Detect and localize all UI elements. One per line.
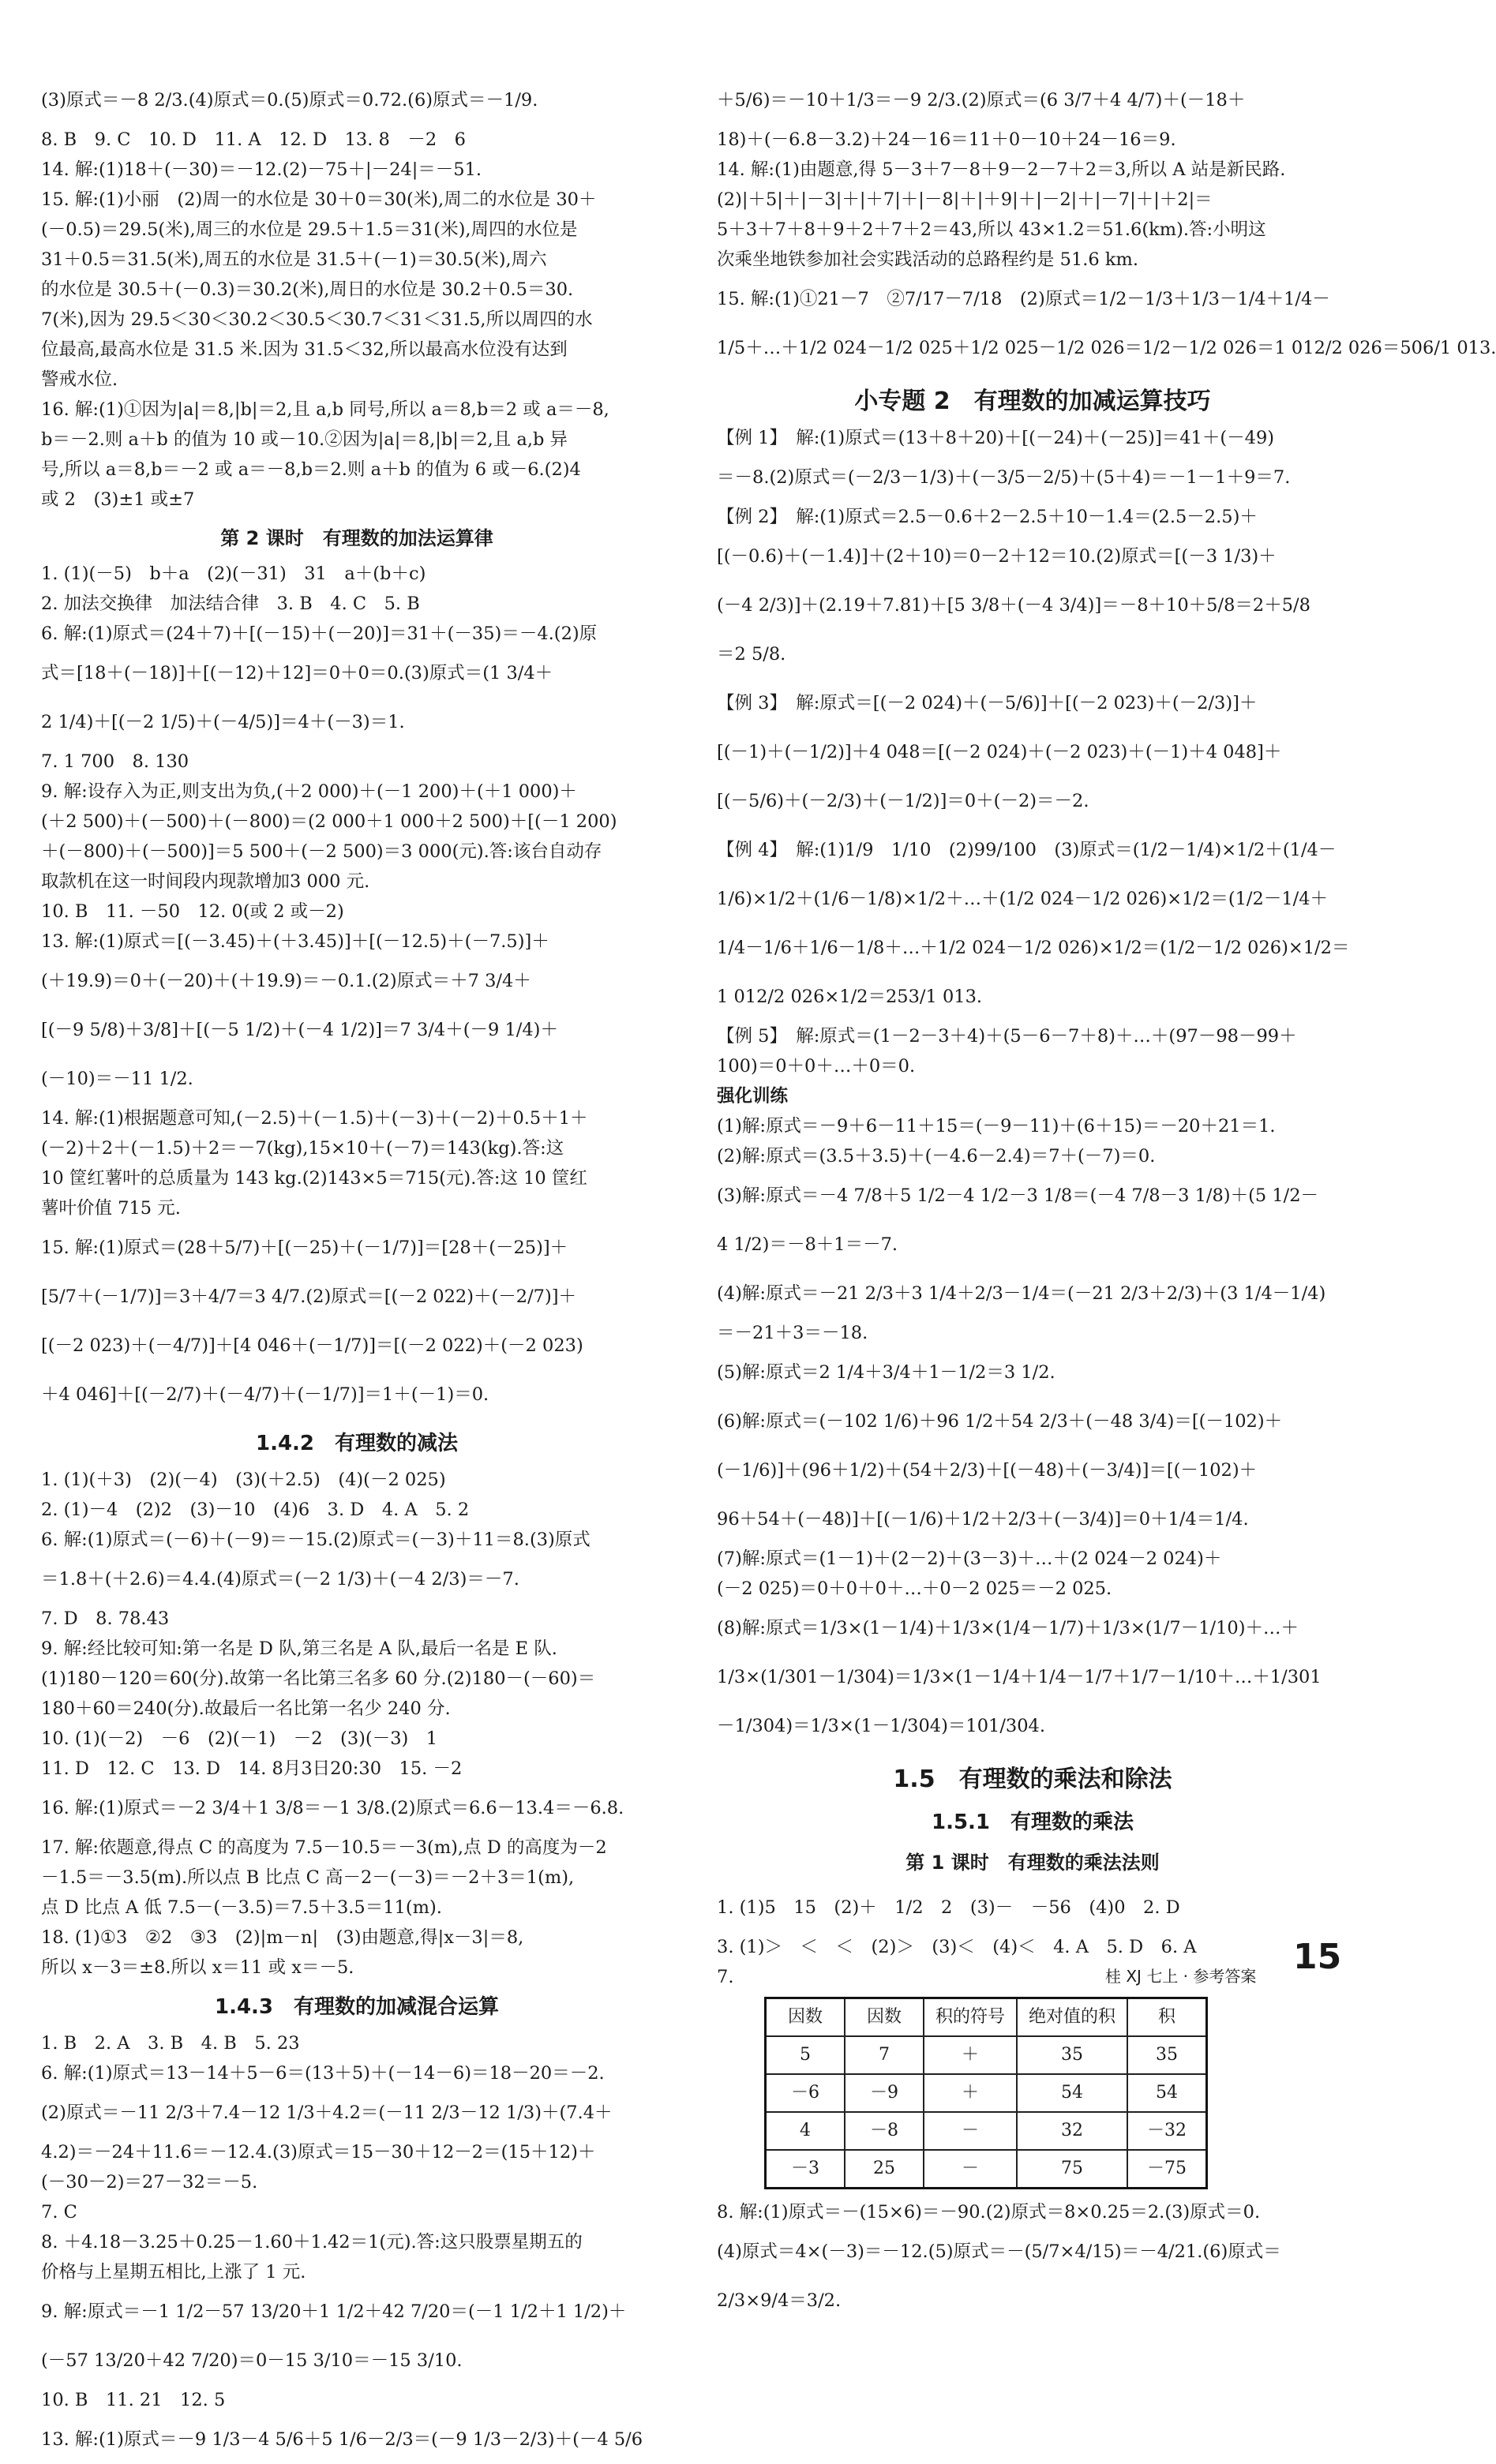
table-cell: 4 (766, 2112, 845, 2150)
answer-table-header-row (766, 1998, 1207, 2037)
answer-line: 或 2 (3)±1 或±7 (41, 489, 195, 510)
answer-line: [(－1)＋(－1/2)]＋4 048＝[(－2 024)＋(－2 023)＋(－1)＋4 048]＋ (717, 742, 1282, 762)
answer-table-header: 因数 (845, 1998, 924, 2037)
answer-line: 7. D 8. 78.43 (41, 1608, 170, 1629)
answer-line: 96＋54＋(－48)]＋[(－1/6)＋1/2＋2/3＋(－3/4)]＝0＋1/4＝1/4. (717, 1509, 1249, 1530)
answer-table-header: 绝对值的积 (1017, 1998, 1127, 2037)
answer-line: (3)原式＝－8 2/3.(4)原式＝0.(5)原式＝0.72.(6)原式＝－1/9. (41, 90, 538, 110)
answer-line: 16. 解:(1)原式＝－2 3/4＋1 3/8＝－1 3/8.(2)原式＝6.6－13.4＝－6.8. (41, 1798, 624, 1818)
answer-line: (7)解:原式＝(1－1)＋(2－2)＋(3－3)＋…＋(2 024－2 024)＋ (717, 1548, 1222, 1569)
answer-line: 10. B 11. 21 12. 5 (41, 2390, 226, 2410)
answer-line: 【例 1】 解:(1)原式＝(13＋8＋20)＋[(－24)＋(－25)]＝41＋(－49) (717, 428, 1275, 448)
answer-line: 7. C (41, 2202, 77, 2222)
answer-line: (－10)＝－11 1/2. (41, 1069, 193, 1089)
table-row (766, 2150, 1207, 2189)
table-cell: 54 (1017, 2074, 1127, 2112)
answer-line: 13. 解:(1)原式＝[(－3.45)＋(＋3.45)]＋[(－12.5)＋(－7.5)]＋ (41, 931, 549, 952)
table-cell: 75 (1017, 2150, 1127, 2189)
answer-line: 15. 解:(1)原式＝(28＋5/7)＋[(－25)＋(－1/7)]＝[28＋(－25)]＋ (41, 1238, 568, 1258)
answer-line: 3. (1)＞ ＜ ＜ (2)＞ (3)＜ (4)＜ 4. A 5. D 6. A (717, 1937, 1197, 1957)
answer-line: 2. 加法交换律 加法结合律 3. B 4. C 5. B (41, 594, 420, 614)
answer-line: 4 1/2)＝－8＋1＝－7. (717, 1234, 898, 1255)
answer-line: 31＋0.5＝31.5(米),周五的水位是 31.5＋(－1)＝30.5(米),周六 (41, 249, 547, 270)
answer-line: 6. 解:(1)原式＝(24＋7)＋[(－15)＋(－20)]＝31＋(－35)＝－4.(2)原 (41, 623, 598, 644)
answer-line: 次乘坐地铁参加社会实践活动的总路程约是 51.6 km. (717, 249, 1139, 270)
table-cell: －75 (1127, 2150, 1207, 2189)
answer-line: 位最高,最高水位是 31.5 米.因为 31.5＜32,所以最高水位没有达到 (41, 339, 568, 360)
answer-line: 14. 解:(1)18＋(－30)＝－12.(2)－75＋|－24|＝－51. (41, 159, 482, 180)
section-heading: 第 2 课时 有理数的加法运算律 (220, 527, 493, 549)
answer-line: 2/3×9/4＝3/2. (717, 2290, 842, 2311)
table-cell: 32 (1017, 2112, 1127, 2150)
answer-line: (1)解:原式＝－9＋6－11＋15＝(－9－11)＋(6＋15)＝－20＋21＝1. (717, 1116, 1276, 1137)
answer-line: 6. 解:(1)原式＝13－14＋5－6＝(13＋5)＋(－14－6)＝18－20＝－2. (41, 2063, 605, 2084)
answer-line: (－30－2)＝27－32＝－5. (41, 2172, 258, 2193)
answer-line: 【例 2】 解:(1)原式＝2.5－0.6＋2－2.5＋10－1.4＝(2.5－2.5)＋ (717, 507, 1258, 527)
answer-line: 取款机在这一时间段内现款增加3 000 元. (41, 871, 370, 892)
answer-table-header: 积的符号 (924, 1998, 1017, 2037)
table-cell: 5 (766, 2036, 845, 2074)
answer-line: [(－5/6)＋(－2/3)＋(－1/2)]＝0＋(－2)＝－2. (717, 791, 1089, 811)
answer-line: 15. 解:(1)小丽 (2)周一的水位是 30＋0＝30(米),周二的水位是 30＋ (41, 189, 597, 210)
answer-line: 18. (1)①3 ②2 ③3 (2)|m－n| (3)由题意,得|x－3|＝8, (41, 1927, 524, 1948)
table-cell: －8 (845, 2112, 924, 2150)
answer-line: 180＋60＝240(分).故最后一名比第一名少 240 分. (41, 1698, 451, 1719)
section-heading: 1.4.2 有理数的减法 (255, 1432, 459, 1455)
section-heading: 1.5.1 有理数的乘法 (931, 1811, 1134, 1834)
section-heading: 1.5 有理数的乘法和除法 (893, 1766, 1172, 1793)
answer-line: (－57 13/20＋42 7/20)＝0－15 3/10＝－15 3/10. (41, 2350, 463, 2371)
table-cell: 25 (845, 2150, 924, 2189)
answer-line: ＋4 046]＋[(－2/7)＋(－4/7)＋(－1/7)]＝1＋(－1)＝0. (41, 1384, 489, 1405)
answer-line: 14. 解:(1)根据题意可知,(－2.5)＋(－1.5)＋(－3)＋(－2)＋0.5＋1＋ (41, 1108, 588, 1129)
subsection-heading: 强化训练 (717, 1086, 789, 1107)
table-cell: －32 (1127, 2112, 1207, 2150)
answer-line: (4)解:原式＝－21 2/3＋3 1/4＋2/3－1/4＝(－21 2/3＋2/3)＋(3 1/4－1/4) (717, 1283, 1326, 1304)
table-row (766, 2112, 1207, 2150)
answer-line: 6. 解:(1)原式＝(－6)＋(－9)＝－15.(2)原式＝(－3)＋11＝8.(3)原式 (41, 1530, 591, 1550)
answer-table-q7 (764, 1997, 1208, 2189)
table-cell: 54 (1127, 2074, 1207, 2112)
section-heading: 1.4.3 有理数的加减混合运算 (214, 1995, 500, 2019)
left-column (41, 76, 673, 2450)
answer-table-header: 积 (1127, 1998, 1207, 2037)
answer-line: 16. 解:(1)①因为|a|＝8,|b|＝2,且 a,b 同号,所以 a＝8,b＝2 或 a＝－8, (41, 399, 609, 420)
answer-line: ＋5/6)＝－10＋1/3＝－9 2/3.(2)原式＝(6 3/7＋4 4/7)＋(－18＋ (717, 90, 1246, 110)
answer-line: 价格与上星期五相比,上涨了 1 元. (41, 2262, 306, 2282)
answer-line: －1.5＝－3.5(m).所以点 B 比点 C 高－2－(－3)＝－2＋3＝1(m), (41, 1867, 575, 1888)
answer-line: 8. 解:(1)原式＝－(15×6)＝－90.(2)原式＝8×0.25＝2.(3)原式＝0. (717, 2202, 1261, 2222)
answer-line: 10. (1)(－2) －6 (2)(－1) －2 (3)(－3) 1 (41, 1728, 438, 1749)
table-cell: － (924, 2150, 1017, 2189)
table-cell: 35 (1017, 2036, 1127, 2074)
answer-line: 1/3×(1/301－1/304)＝1/3×(1－1/4＋1/4－1/7＋1/7－1/10＋…＋1/301 (717, 1667, 1322, 1687)
answer-line: 号,所以 a＝8,b＝－2 或 a＝－8,b＝2.则 a＋b 的值为 6 或－6.(2)4 (41, 459, 581, 480)
answer-line: 7. 1 700 8. 130 (41, 751, 189, 772)
answer-line: ＋(－800)＋(－500)]＝5 500＋(－2 500)＝3 000(元).答:该台自动存 (41, 841, 602, 862)
answer-line: 所以 x－3＝±8.所以 x＝11 或 x＝－5. (41, 1957, 354, 1978)
answer-line: 1/6)×1/2＋(1/6－1/8)×1/2＋…＋(1/2 024－1/2 026)×1/2＝(1/2－1/4＋ (717, 889, 1329, 909)
answer-line: (4)原式＝4×(－3)＝－12.(5)原式＝－(5/7×4/15)＝－4/21.(6)原式＝ (717, 2241, 1281, 2262)
answer-line: ＝－8.(2)原式＝(－2/3－1/3)＋(－3/5－2/5)＋(5＋4)＝－1－1＋9＝7. (717, 467, 1291, 488)
answer-line: 1. (1)(＋3) (2)(－4) (3)(＋2.5) (4)(－2 025) (41, 1470, 446, 1490)
table-row (766, 2074, 1207, 2112)
section-heading: 第 1 课时 有理数的乘法法则 (905, 1852, 1160, 1874)
answer-line: 13. 解:(1)原式＝－9 1/3－4 5/6＋5 1/6－2/3＝(－9 1/3－2/3)＋(－4 5/6 (41, 2429, 643, 2450)
answer-line: ＝－21＋3＝－18. (717, 1323, 868, 1343)
table-cell: －6 (766, 2074, 845, 2112)
answer-line: (－2)＋2＋(－1.5)＋2＝－7(kg),15×10＋(－7)＝143(kg).答:这 (41, 1138, 564, 1159)
table-row (766, 2036, 1207, 2074)
answer-line: ＝2 5/8. (717, 644, 786, 665)
table-cell: ＋ (924, 2036, 1017, 2074)
answer-line: 【例 5】 解:原式＝(1－2－3＋4)＋(5－6－7＋8)＋…＋(97－98－99＋ (717, 1026, 1297, 1047)
answer-line: (－4 2/3)]＋(2.19＋7.81)＋[5 3/8＋(－4 3/4)]＝－8＋10＋5/8＝2＋5/8 (717, 595, 1310, 616)
answer-line: 薯叶价值 715 元. (41, 1198, 181, 1219)
answer-line: 警戒水位. (41, 369, 118, 390)
answer-line: (－0.5)＝29.5(米),周三的水位是 29.5＋1.5＝31(米),周四的水位是 (41, 219, 578, 240)
answer-line: 15. 解:(1)①21－7 ②7/17－7/18 (2)原式＝1/2－1/3＋1/3－1/4＋1/4－ (717, 289, 1330, 309)
answer-line: 5＋3＋7＋8＋9＋2＋7＋2＝43,所以 43×1.2＝51.6(km).答:小明这 (717, 219, 1266, 240)
answer-line: 9. 解:经比较可知:第一名是 D 队,第三名是 A 队,最后一名是 E 队. (41, 1638, 557, 1659)
footer-label: 桂 XJ 七上 · 参考答案 (1105, 1967, 1257, 1986)
answer-line: 1/4－1/6＋1/6－1/8＋…＋1/2 024－1/2 026)×1/2＝(1/2－1/2 026)×1/2＝ (717, 938, 1350, 958)
answer-line: 1 012/2 026×1/2＝253/1 013. (717, 987, 983, 1007)
answer-line: (1)180－120＝60(分).故第一名比第三名多 60 分.(2)180－(－60)＝ (41, 1668, 596, 1689)
answer-line: (6)解:原式＝(－102 1/6)＋96 1/2＋54 2/3＋(－48 3/4)＝[(－102)＋ (717, 1411, 1283, 1432)
right-column-lines (717, 76, 1496, 1992)
answer-line: 【例 3】 解:原式＝[(－2 024)＋(－5/6)]＋[(－2 023)＋(－2/3)]＋ (717, 693, 1258, 713)
answer-line: 【例 4】 解:(1)1/9 1/10 (2)99/100 (3)原式＝(1/2－1/4)×1/2＋(1/4－ (717, 840, 1337, 860)
table-cell: ＋ (924, 2074, 1017, 2112)
answer-line: [5/7＋(－1/7)]＝3＋4/7＝3 4/7.(2)原式＝[(－2 022)＋(－2/7)]＋ (41, 1286, 577, 1307)
answer-line: 10. B 11. －50 12. 0(或 2 或－2) (41, 901, 344, 922)
answer-line: －1/304)＝1/3×(1－1/304)＝101/304. (717, 1716, 1046, 1736)
answer-line: 8. B 9. C 10. D 11. A 12. D 13. 8 －2 6 (41, 129, 467, 150)
answer-line: 7(米),因为 29.5＜30＜30.2＜30.5＜30.7＜31＜31.5,所以周四的水 (41, 309, 593, 330)
answer-line: (－2 025)＝0＋0＋0＋…＋0－2 025＝－2 025. (717, 1578, 1112, 1599)
answer-line: (＋19.9)＝0＋(－20)＋(＋19.9)＝－0.1.(2)原式＝＋7 3/4＋ (41, 971, 531, 991)
answer-line: 14. 解:(1)由题意,得 5－3＋7－8＋9－2－7＋2＝3,所以 A 站是新民路. (717, 159, 1286, 180)
table-cell: － (924, 2112, 1017, 2150)
answer-line: 11. D 12. C 13. D 14. 8月3日20:30 15. －2 (41, 1758, 463, 1779)
answer-line: (－1/6)]＋(96＋1/2)＋(54＋2/3)＋[(－48)＋(－3/4)]＝[(－102)＋ (717, 1460, 1258, 1481)
answer-line: (5)解:原式＝2 1/4＋3/4＋1－1/2＝3 1/2. (717, 1362, 1055, 1383)
answer-line: 1. (1)5 15 (2)＋ 1/2 2 (3)－ －56 (4)0 2. D (717, 1897, 1180, 1918)
answer-line: 100)＝0＋0＋…＋0＝0. (717, 1056, 916, 1077)
answer-line: 1/5＋…＋1/2 024－1/2 025＋1/2 025－1/2 026＝1/2－1/2 026＝1 012/2 026＝506/1 013. (717, 338, 1496, 358)
answer-line: 18)＋(－6.8－3.2)＋24－16＝11＋0－10＋24－16＝9. (717, 129, 1176, 150)
answer-line: 9. 解:设存入为正,则支出为负,(＋2 000)＋(－1 200)＋(＋1 000)＋ (41, 781, 577, 802)
answer-line: 点 D 比点 A 低 7.5－(－3.5)＝7.5＋3.5＝11(m). (41, 1897, 442, 1918)
answer-line: 4.2)＝－24＋11.6＝－12.4.(3)原式＝15－30＋12－2＝(15＋12)＋ (41, 2142, 596, 2163)
answer-line: 1. B 2. A 3. B 4. B 5. 23 (41, 2033, 300, 2054)
table-cell: －3 (766, 2150, 845, 2189)
answer-line: 式＝[18＋(－18)]＋[(－12)＋12]＝0＋0＝0.(3)原式＝(1 3/4＋ (41, 663, 553, 683)
answer-line: [(－0.6)＋(－1.4)]＋(2＋10)＝0－2＋12＝10.(2)原式＝[(－3 1/3)＋ (717, 546, 1277, 567)
answer-line: 的水位是 30.5＋(－0.3)＝30.2(米),周日的水位是 30.2＋0.5＝30. (41, 279, 574, 300)
table-cell: －9 (845, 2074, 924, 2112)
answer-line: [(－2 023)＋(－4/7)]＋[4 046＋(－1/7)]＝[(－2 022)＋(－2 023) (41, 1335, 583, 1356)
answer-line: (＋2 500)＋(－500)＋(－800)＝(2 000＋1 000＋2 500)＋[(－1 200) (41, 811, 617, 832)
answer-line: b＝－2.则 a＋b 的值为 10 或－10.②因为|a|＝8,|b|＝2,且 a,b 异 (41, 429, 568, 450)
section-heading: 小专题 2 有理数的加减运算技巧 (854, 388, 1211, 415)
answer-table-header: 因数 (766, 1998, 845, 2037)
answer-line: 10 筐红薯叶的总质量为 143 kg.(2)143×5＝715(元).答:这 10 筐红 (41, 1168, 587, 1189)
page-number: 15 (1293, 1937, 1342, 1977)
answer-line: ＝1.8＋(＋2.6)＝4.4.(4)原式＝(－2 1/3)＋(－4 2/3)＝－7. (41, 1569, 519, 1590)
answer-line: (2)解:原式＝(3.5＋3.5)＋(－4.6－2.4)＝7＋(－7)＝0. (717, 1146, 1156, 1166)
table-cell: 7 (845, 2036, 924, 2074)
answer-line: (2)|＋5|＋|－3|＋|＋7|＋|－8|＋|＋9|＋|－2|＋|－7|＋|＋2|＝ (717, 189, 1213, 210)
answer-line: 2. (1)－4 (2)2 (3)－10 (4)6 3. D 4. A 5. 2 (41, 1500, 470, 1520)
answer-line: 2 1/4)＋[(－2 1/5)＋(－4/5)]＝4＋(－3)＝1. (41, 712, 405, 732)
answer-line: 1. (1)(－5) b＋a (2)(－31) 31 a＋(b＋c) (41, 564, 426, 584)
table-cell: 35 (1127, 2036, 1207, 2074)
answer-line: (3)解:原式＝－4 7/8＋5 1/2－4 1/2－3 1/8＝(－4 7/8－3 1/8)＋(5 1/2－ (717, 1185, 1319, 1206)
answer-line: 7. (717, 1967, 734, 1987)
answer-line: (8)解:原式＝1/3×(1－1/4)＋1/3×(1/4－1/7)＋1/3×(1/7－1/10)＋…＋ (717, 1618, 1299, 1638)
answer-line: (2)原式＝－11 2/3＋7.4－12 1/3＋4.2＝(－11 2/3－12 1/3)＋(7.4＋ (41, 2103, 613, 2123)
answer-line: 9. 解:原式＝－1 1/2－57 13/20＋1 1/2＋42 7/20＝(－1 1/2＋1 1/2)＋ (41, 2301, 627, 2322)
right-column-after-table (717, 2197, 1348, 2325)
answer-line: [(－9 5/8)＋3/8]＋[(－5 1/2)＋(－4 1/2)]＝7 3/4＋(－9 1/4)＋ (41, 1020, 558, 1040)
answer-line: 8. ＋4.18－3.25＋0.25－1.60＋1.42＝1(元).答:这只股票星期五的 (41, 2232, 583, 2252)
answer-line: 17. 解:依题意,得点 C 的高度为 7.5－10.5＝－3(m),点 D 的高度为－2 (41, 1837, 607, 1858)
